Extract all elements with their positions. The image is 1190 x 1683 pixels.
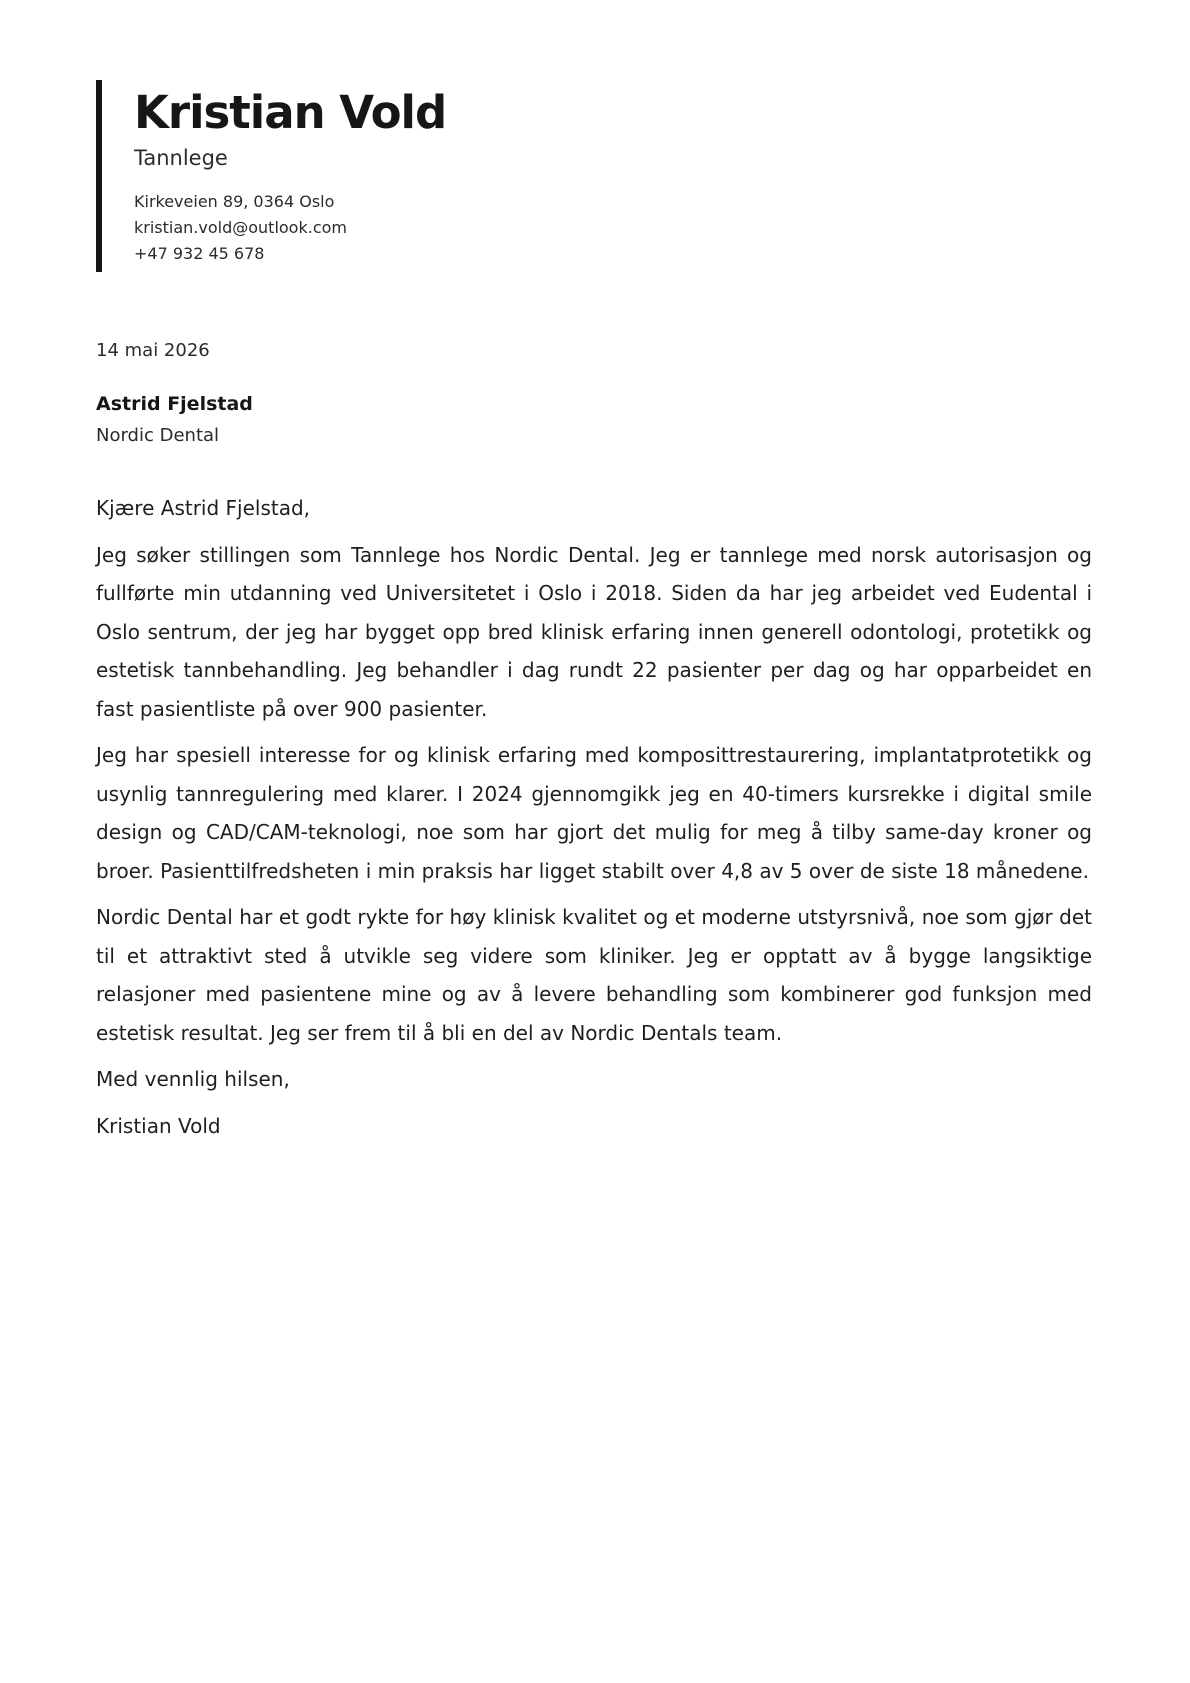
recipient-block	[96, 388, 253, 452]
body-paragraph: Jeg søker stillingen som Tannlege hos Nordic Dental. Jeg er tannlege med norsk autorisasjon og fullførte min utdanning ved Universitetet i Oslo i 2018. Siden da har jeg arbeidet ved Eudental i Oslo sentrum, der jeg har bygget opp bred klinisk erfaring innen generell odontologi, protetikk og estetisk tannbehandling. Jeg behandler i dag rundt 22 pasienter per dag og har opparbeidet en fast pasientliste på over 900 pasienter.	[96, 542, 1092, 721]
sender-title: Tannlege	[134, 146, 228, 170]
recipient-name: Astrid Fjelstad	[96, 393, 253, 415]
letter-body	[96, 489, 1092, 1153]
sender-email: kristian.vold@outlook.com	[134, 218, 347, 237]
letter-date: 14 mai 2026	[96, 340, 210, 361]
sender-contact	[134, 189, 696, 267]
salutation: Kjære Astrid Fjelstad,	[96, 496, 311, 520]
recipient-company: Nordic Dental	[96, 425, 220, 446]
sender-header	[96, 80, 696, 272]
closing-block	[96, 1060, 1092, 1145]
body-paragraph: Jeg har spesiell interesse for og klinisk erfaring med komposittrestaurering, implantatprotetikk og usynlig tannregulering med klarer. I 2024 gjennomgikk jeg en 40-timers kursrekke i digital smile design og CAD/CAM-teknologi, noe som har gjort det mulig for meg å tilby same-day kroner og broer. Pasienttilfredsheten i min praksis har ligget stabilt over 4,8 av 5 over de siste 18 månedene.	[96, 743, 1092, 883]
sender-phone: +47 932 45 678	[134, 244, 265, 263]
sender-name: Kristian Vold	[134, 86, 447, 139]
sender-address: Kirkeveien 89, 0364 Oslo	[134, 192, 335, 211]
signature: Kristian Vold	[96, 1113, 221, 1138]
body-paragraph: Nordic Dental har et godt rykte for høy klinisk kvalitet og et moderne utstyrsnivå, noe som gjør det til et attraktivt sted å utvikle seg videre som kliniker. Jeg er opptatt av å bygge langsiktige relasjoner med pasientene mine og av å levere behandling som kombinerer god funksjon med estetisk resultat. Jeg ser frem til å bli en del av Nordic Dentals team.	[96, 905, 1092, 1045]
closing: Med vennlig hilsen,	[96, 1067, 290, 1091]
